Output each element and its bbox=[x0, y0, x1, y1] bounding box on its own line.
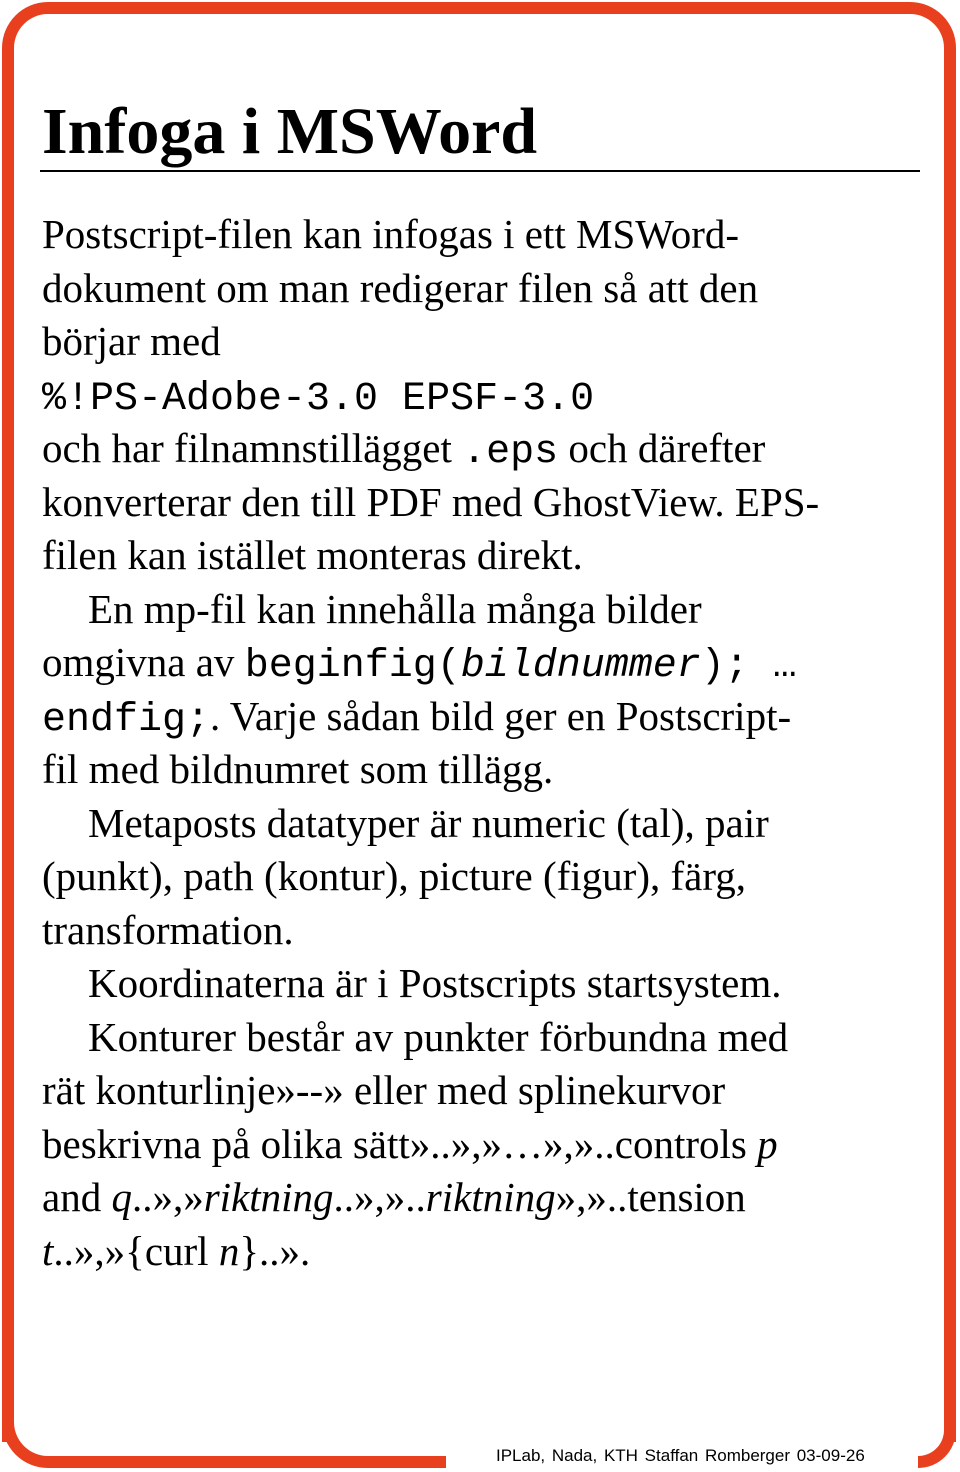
text-fragment: dokument om man redigerar filen så att den bbox=[42, 264, 759, 311]
slide-title: Infoga i MSWord bbox=[42, 95, 538, 168]
text-line bbox=[42, 636, 922, 690]
text-fragment: Postscript-filen kan infogas i ett MSWord- bbox=[42, 211, 740, 257]
text-fragment: och därefter bbox=[558, 425, 766, 471]
code-fragment: beginfig( bbox=[244, 644, 461, 689]
code-fragment: %!PS-Adobe-3.0 EPSF-3.0 bbox=[42, 376, 595, 422]
text-fragment: riktning bbox=[203, 1174, 334, 1220]
text-fragment: (punkt), path (kontur), picture (figur), färg, bbox=[42, 853, 746, 899]
text-fragment: Konturer består av punkter förbundna med bbox=[88, 1013, 789, 1060]
text-line bbox=[42, 797, 922, 851]
text-line bbox=[42, 690, 922, 744]
slide-frame-bottom-right bbox=[918, 1380, 956, 1468]
text-fragment: transformation. bbox=[42, 906, 294, 953]
text-line bbox=[42, 957, 922, 1011]
text-line bbox=[42, 1225, 922, 1279]
text-line bbox=[42, 315, 922, 369]
text-line bbox=[42, 1064, 922, 1118]
text-fragment: ..»,» bbox=[131, 1174, 204, 1220]
text-fragment: »,»..tension bbox=[555, 1174, 746, 1220]
text-line bbox=[42, 1011, 922, 1065]
text-line bbox=[42, 262, 922, 316]
text-fragment: fil med bildnumret som tillägg. bbox=[42, 746, 554, 792]
slide-footer: IPLab, Nada, KTH Staffan Romberger 03-09-26 bbox=[496, 1446, 865, 1465]
text-fragment: och har filnamnstillägget bbox=[42, 425, 463, 471]
text-fragment: t bbox=[42, 1227, 54, 1274]
text-fragment: n bbox=[218, 1227, 240, 1274]
text-fragment: and bbox=[42, 1174, 112, 1220]
slide-frame-bottom-left bbox=[2, 1380, 446, 1468]
text-line bbox=[42, 1118, 922, 1172]
text-fragment: }..». bbox=[239, 1227, 311, 1274]
slide-body bbox=[42, 208, 922, 1278]
text-line bbox=[42, 583, 922, 637]
text-line bbox=[42, 476, 922, 530]
text-fragment: Koordinaterna är i Postscripts startsystem. bbox=[88, 960, 782, 1006]
title-underline bbox=[40, 170, 920, 172]
text-fragment: ..»,»{curl bbox=[53, 1227, 219, 1274]
text-fragment: Metaposts datatyper är numeric (tal), pair bbox=[88, 799, 769, 846]
code-fragment: bildnummer bbox=[460, 644, 701, 689]
text-line bbox=[42, 850, 922, 904]
text-line bbox=[42, 529, 922, 583]
text-fragment: omgivna av bbox=[42, 639, 245, 685]
text-fragment: rät konturlinje»--» eller med splinekurvor bbox=[42, 1067, 726, 1113]
text-fragment: q bbox=[111, 1174, 132, 1220]
text-fragment: beskrivna på olika sätt»..»,»…»,»..controls bbox=[42, 1120, 758, 1167]
text-fragment: börjar med bbox=[42, 318, 221, 364]
text-line bbox=[42, 1171, 922, 1225]
code-fragment: ); … bbox=[700, 644, 797, 689]
text-fragment: filen kan istället monteras direkt. bbox=[42, 532, 583, 578]
text-fragment: . Varje sådan bild ger en Postscript- bbox=[210, 692, 792, 739]
text-fragment: p bbox=[757, 1120, 778, 1167]
text-line bbox=[42, 904, 922, 958]
text-line bbox=[42, 369, 922, 423]
text-fragment: konverterar den till PDF med GhostView. EPS- bbox=[42, 478, 820, 525]
text-fragment: riktning bbox=[425, 1174, 556, 1220]
text-line bbox=[42, 743, 922, 797]
code-fragment: .eps bbox=[462, 430, 559, 475]
text-line bbox=[42, 422, 922, 476]
text-line bbox=[42, 208, 922, 262]
text-fragment: En mp-fil kan innehålla många bilder bbox=[88, 585, 702, 632]
code-fragment: endfig; bbox=[42, 697, 211, 743]
text-fragment: ..»,».. bbox=[333, 1174, 426, 1220]
